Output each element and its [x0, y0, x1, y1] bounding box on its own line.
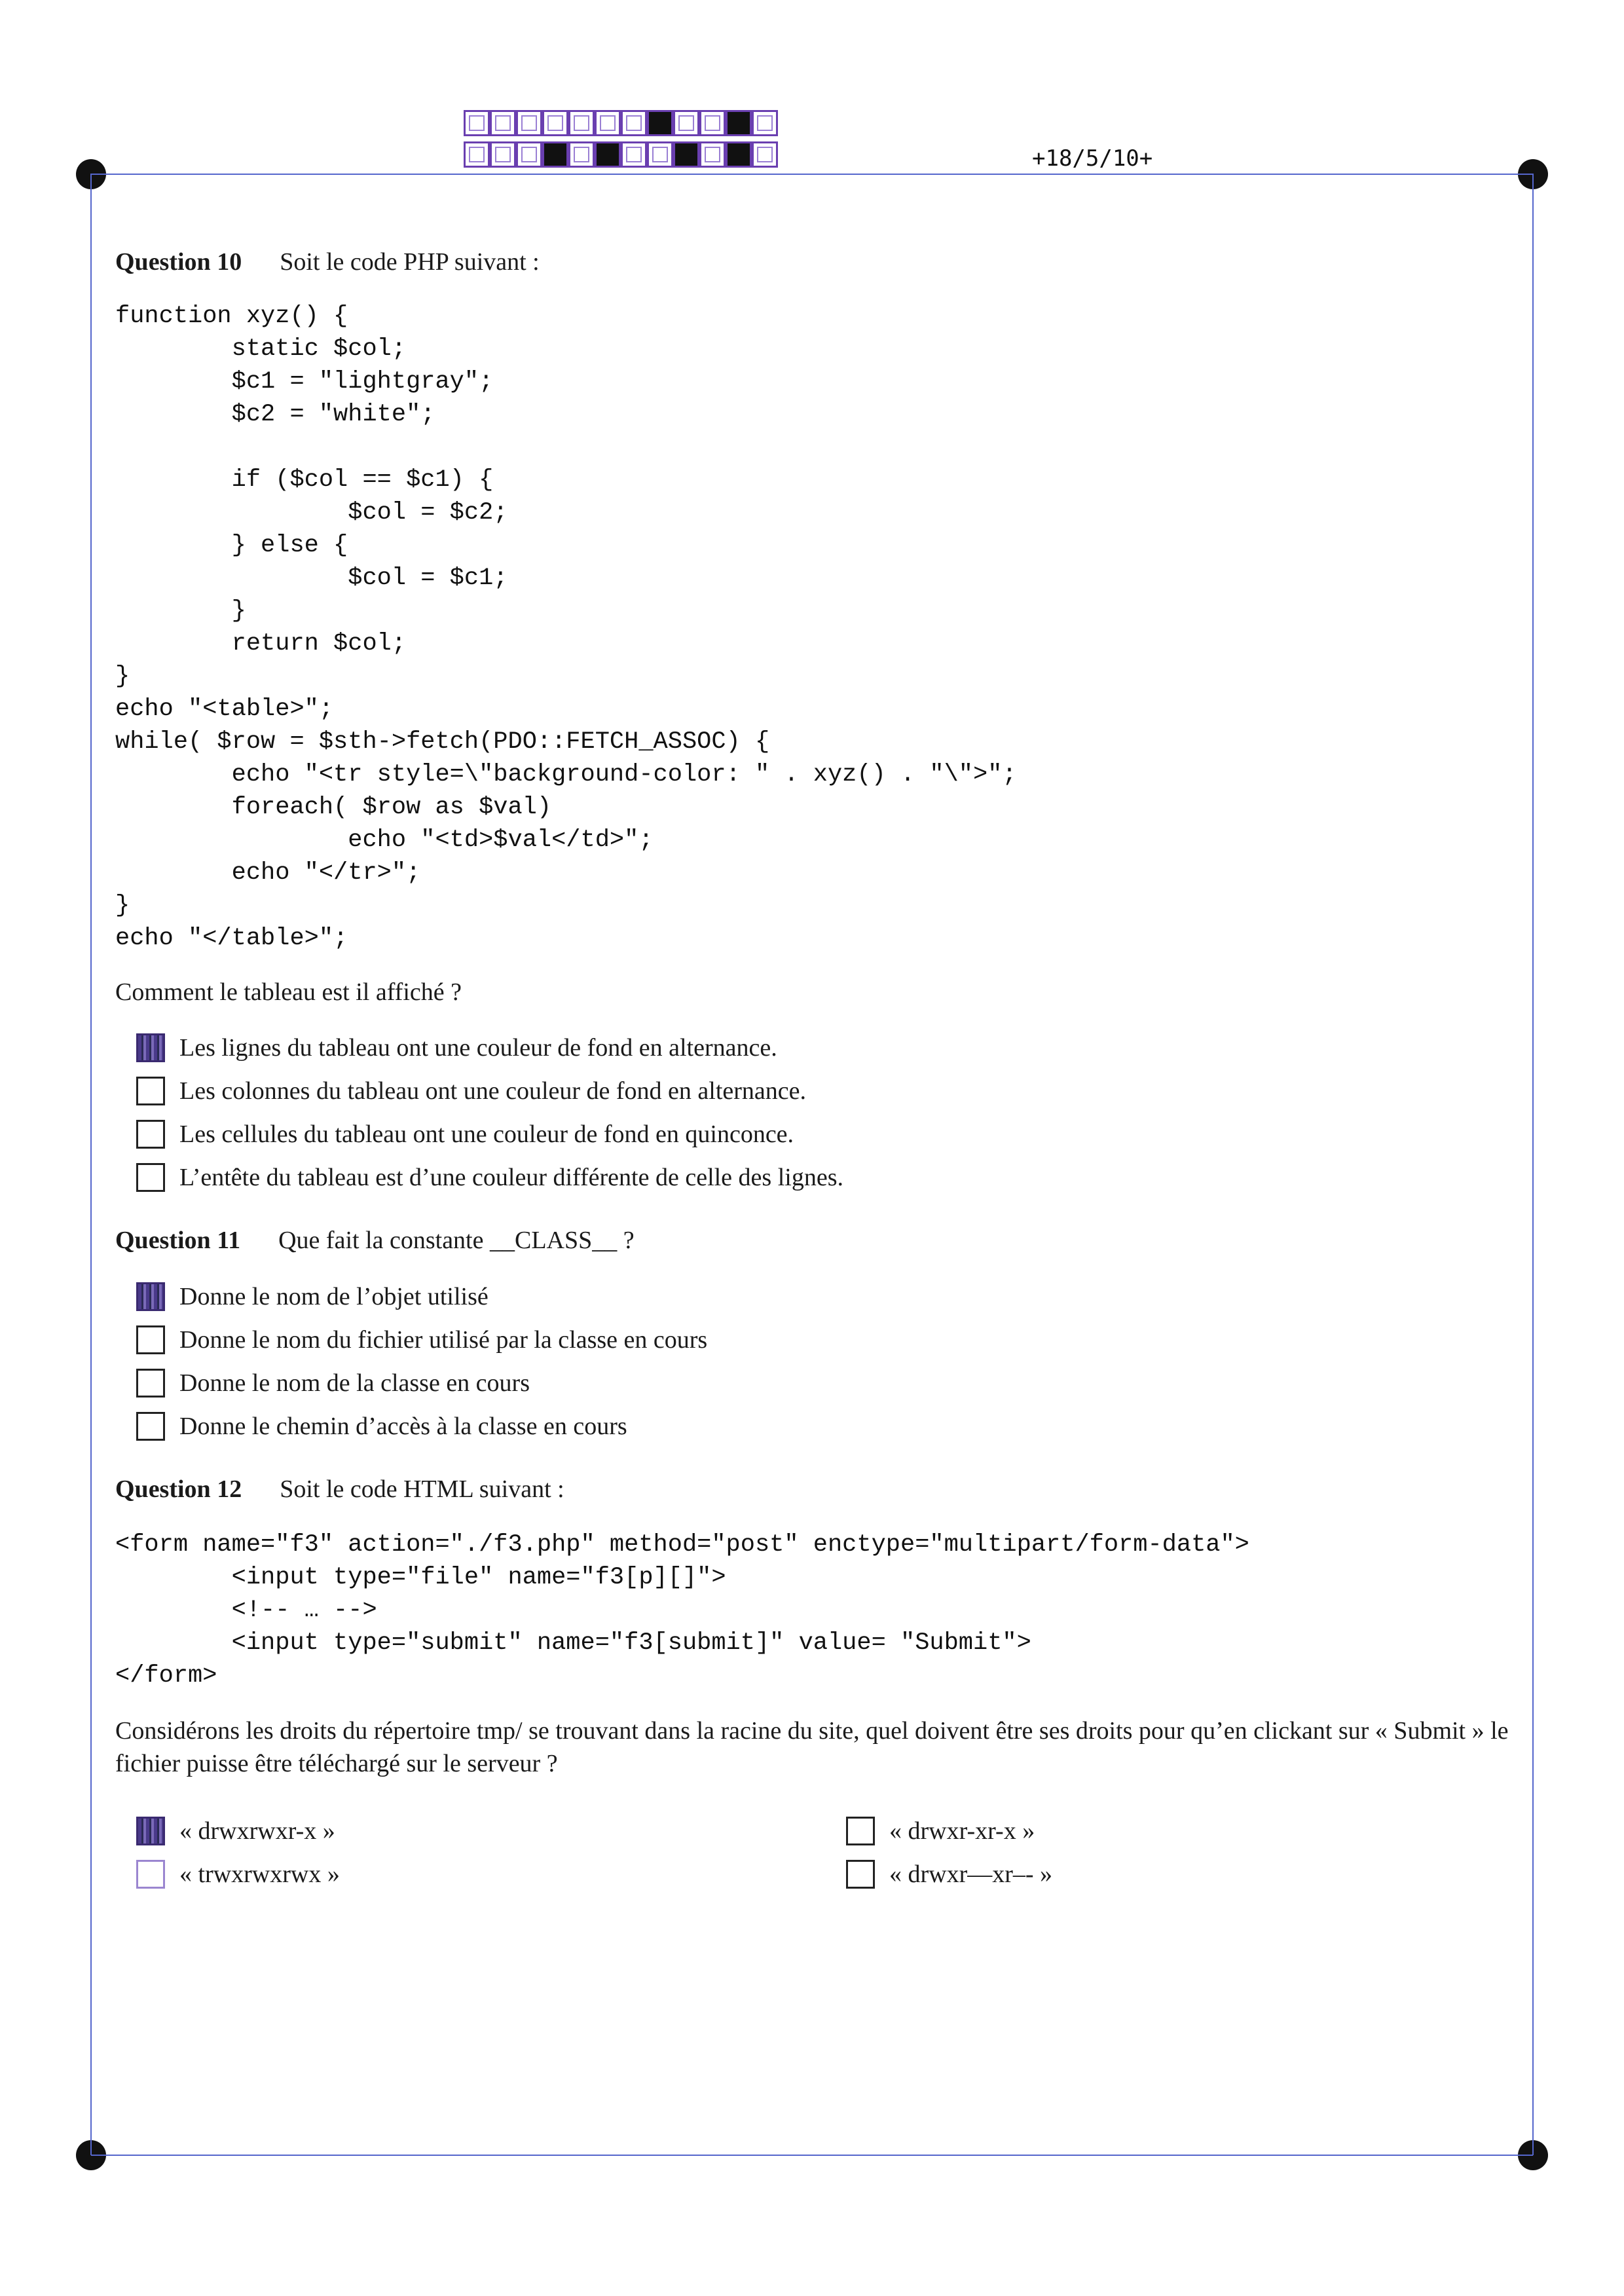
q12-prompt: Considérons les droits du répertoire tmp/ se trouvant dans la racine du site, quel doivent être ses droits pour qu’en clickant sur « Submit » le fichier puisse être téléchargé sur le serveur ? — [115, 1717, 1509, 1777]
barcode-cell — [464, 141, 490, 168]
barcode-cell — [595, 141, 621, 168]
frame-bottom — [91, 2155, 1533, 2156]
q11-option-2-checkbox[interactable] — [136, 1325, 165, 1354]
q11-title: Que fait la constante __CLASS__ ? — [278, 1227, 635, 1254]
barcode-cell — [568, 110, 595, 136]
q12-number: Question 12 — [115, 1475, 242, 1503]
page-id: +18/5/10+ — [1032, 145, 1153, 172]
barcode-cell — [595, 110, 621, 136]
q10-option-3-label: Les cellules du tableau ont une couleur de fond en quinconce. — [179, 1120, 794, 1148]
barcode-cell — [464, 110, 490, 136]
barcode-cell — [490, 110, 516, 136]
q11-option-2[interactable] — [136, 1323, 707, 1357]
q10-prompt: Comment le tableau est il affiché ? — [115, 978, 462, 1006]
q11-option-4-label: Donne le chemin d’accès à la classe en cours — [179, 1413, 627, 1440]
q12-option-3-checkbox[interactable] — [136, 1860, 165, 1889]
q11-option-1-checkbox[interactable] — [136, 1282, 165, 1311]
barcode-cell — [673, 110, 699, 136]
q10-code-block: function xyz() { static $col; $c1 = "lightgray"; $c2 = "white"; if ($col == $c1) { $col = $c2; } else { $col = $c1; } return $col; } echo "<table>"; while( $row = $sth->fetch(PDO::FETCH_ASSOC) { echo "<tr style=\"background-color: " . xyz() . "\">"; foreach( $row as $val) echo "<td>$val</td>"; echo "</tr>"; } echo "</table>"; — [115, 303, 1017, 952]
q10-option-1[interactable] — [136, 1031, 777, 1065]
q10-option-2-checkbox[interactable] — [136, 1077, 165, 1105]
q10-option-4-label: L’entête du tableau est d’une couleur différente de celle des lignes. — [179, 1164, 843, 1191]
q11-option-1[interactable] — [136, 1280, 489, 1314]
q11-option-3-label: Donne le nom de la classe en cours — [179, 1369, 530, 1397]
barcode-cell — [699, 110, 726, 136]
q12-option-3-label: « trwxrwxrwx » — [179, 1861, 340, 1888]
q11-heading — [115, 1226, 635, 1255]
barcode-cell — [621, 141, 647, 168]
q12-option-2-checkbox[interactable] — [846, 1817, 875, 1845]
barcode-cell — [752, 141, 778, 168]
barcode-cell — [673, 141, 699, 168]
q10-option-3-checkbox[interactable] — [136, 1120, 165, 1149]
q11-option-4-checkbox[interactable] — [136, 1412, 165, 1441]
barcode-cell — [726, 110, 752, 136]
q10-heading — [115, 248, 540, 276]
q11-option-4[interactable] — [136, 1409, 627, 1443]
barcode-cell — [726, 141, 752, 168]
q12-code-block: <form name="f3" action="./f3.php" method="post" enctype="multipart/form-data"> <input type="file" name="f3[p][]"> <!-- … --> <input type="submit" name="f3[submit]" value= "Submit"> </form> — [115, 1531, 1249, 1690]
barcode-cell — [516, 141, 542, 168]
barcode-row-2 — [464, 141, 778, 168]
q11-option-1-label: Donne le nom de l’objet utilisé — [179, 1283, 489, 1310]
frame-left — [90, 174, 92, 2155]
q12-option-2-label: « drwxr-xr-x » — [889, 1817, 1035, 1845]
barcode-cell — [621, 110, 647, 136]
q10-option-2-label: Les colonnes du tableau ont une couleur de fond en alternance. — [179, 1077, 807, 1105]
q12-option-1[interactable] — [136, 1814, 335, 1848]
q12-option-2[interactable] — [846, 1814, 1035, 1848]
q12-title: Soit le code HTML suivant : — [280, 1475, 564, 1503]
frame-top — [91, 174, 1533, 175]
barcode-cell — [490, 141, 516, 168]
q11-option-3[interactable] — [136, 1366, 530, 1400]
barcode-cell — [542, 141, 568, 168]
barcode-row-1 — [464, 110, 778, 136]
q10-option-2[interactable] — [136, 1074, 806, 1108]
barcode-cell — [542, 110, 568, 136]
barcode-cell — [699, 141, 726, 168]
barcode-cell — [647, 110, 673, 136]
q11-option-3-checkbox[interactable] — [136, 1369, 165, 1398]
barcode-cell — [516, 110, 542, 136]
q12-option-4-label: « drwxr—xr–- » — [889, 1861, 1053, 1888]
q12-option-4[interactable] — [846, 1857, 1052, 1891]
barcode-cell — [752, 110, 778, 136]
q12-heading — [115, 1475, 564, 1504]
q12-option-4-checkbox[interactable] — [846, 1860, 875, 1889]
q12-option-1-label: « drwxrwxr-x » — [179, 1817, 335, 1845]
q10-option-3[interactable] — [136, 1117, 794, 1151]
q11-option-2-label: Donne le nom du fichier utilisé par la classe en cours — [179, 1326, 708, 1354]
q12-option-1-checkbox[interactable] — [136, 1817, 165, 1845]
q10-option-1-label: Les lignes du tableau ont une couleur de fond en alternance. — [179, 1034, 777, 1062]
q11-number: Question 11 — [115, 1227, 241, 1254]
q10-title: Soit le code PHP suivant : — [280, 248, 540, 276]
barcode-cell — [568, 141, 595, 168]
q10-option-4-checkbox[interactable] — [136, 1163, 165, 1192]
q10-option-1-checkbox[interactable] — [136, 1033, 165, 1062]
frame-right — [1532, 174, 1534, 2155]
q12-option-3[interactable] — [136, 1857, 340, 1891]
barcode-cell — [647, 141, 673, 168]
q10-option-4[interactable] — [136, 1160, 843, 1194]
q10-number: Question 10 — [115, 248, 242, 276]
